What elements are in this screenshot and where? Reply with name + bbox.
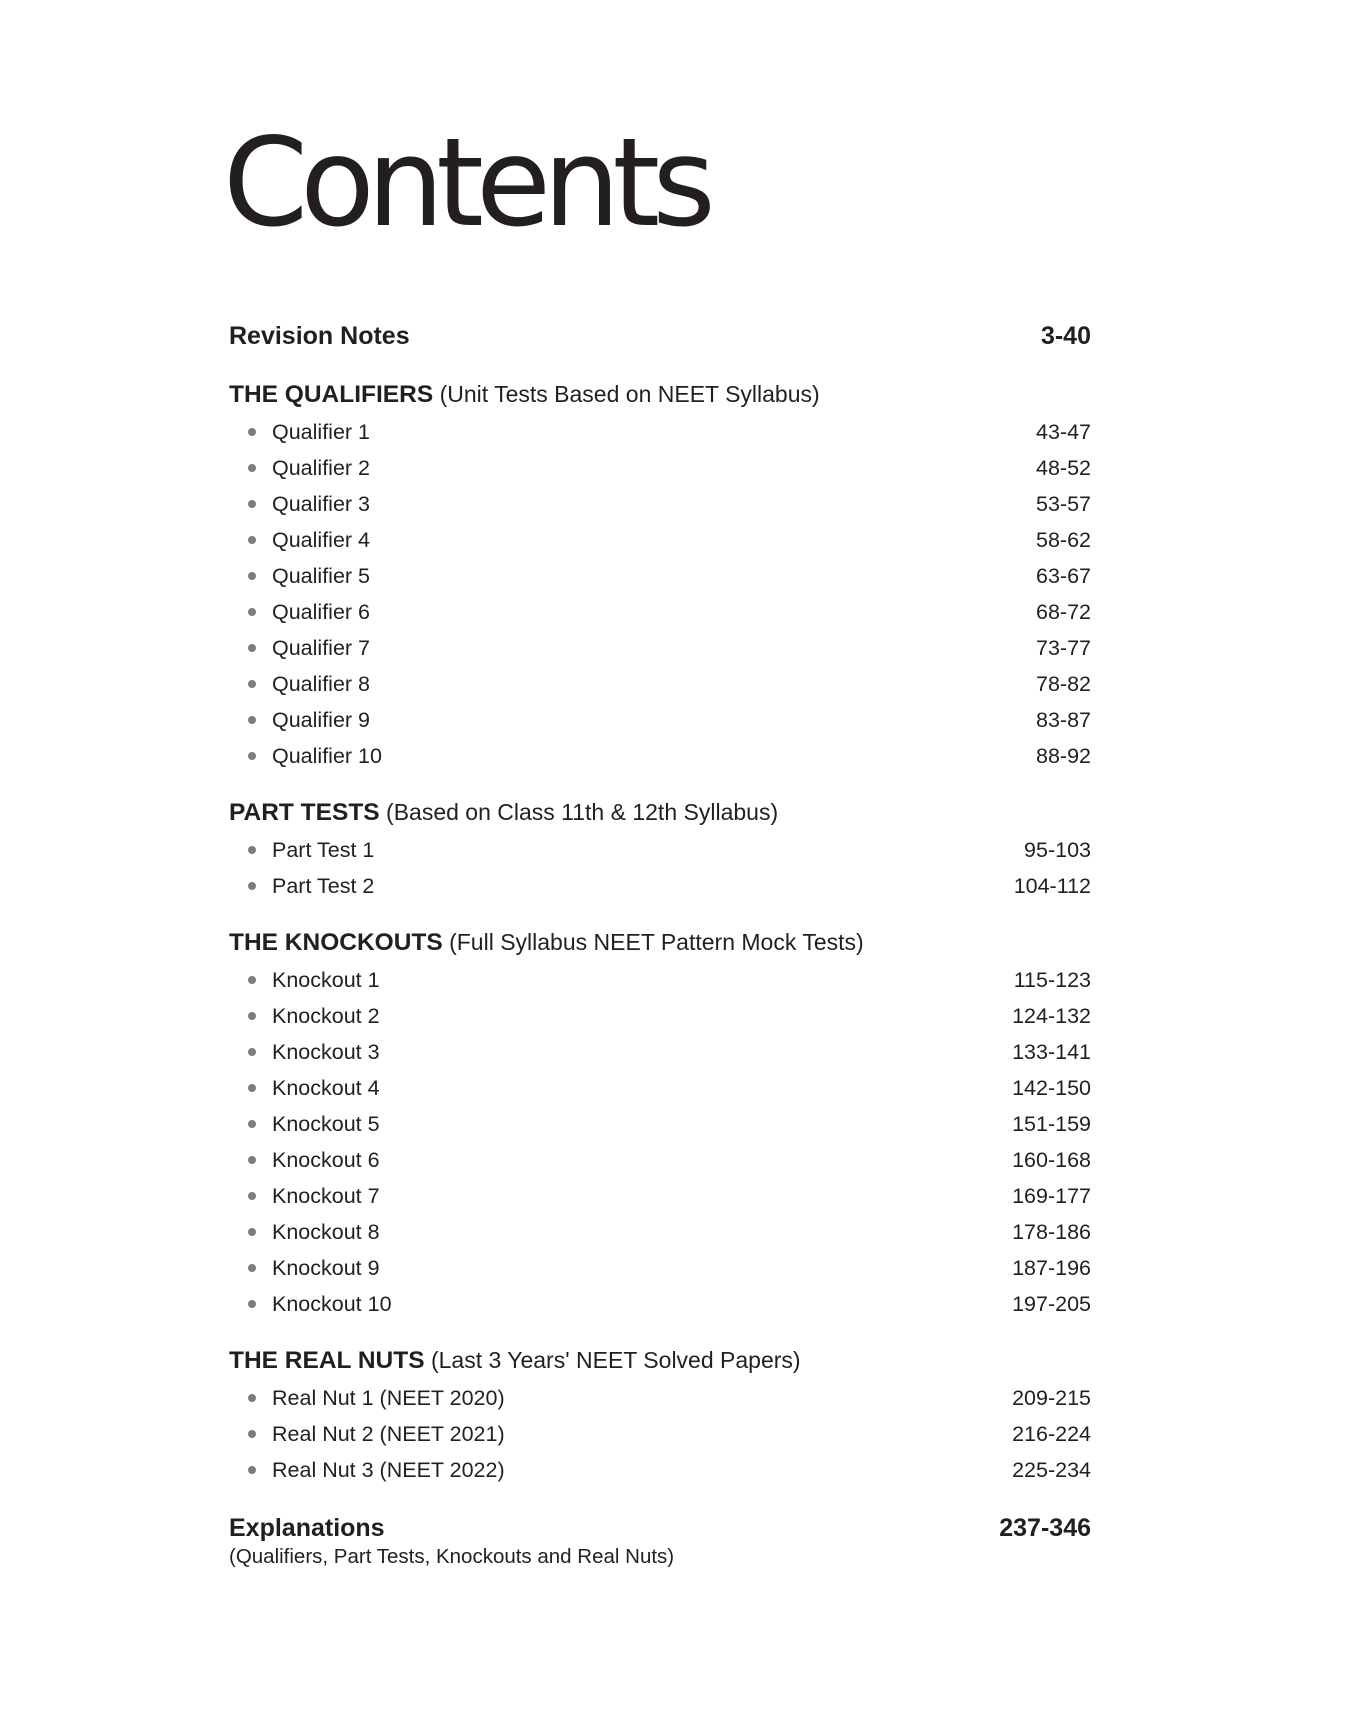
- bullet-icon: [248, 976, 256, 984]
- bullet-icon: [248, 536, 256, 544]
- item-label: Knockout 8: [272, 1219, 380, 1244]
- section-heading: [229, 1340, 1091, 1380]
- item-label: Qualifier 10: [272, 743, 382, 768]
- item-left: [229, 1184, 380, 1209]
- bullet-icon: [248, 846, 256, 854]
- item-pages: 225-234: [1012, 1457, 1091, 1482]
- section-item-list: [229, 414, 1091, 774]
- list-item: [229, 1452, 1091, 1488]
- entry-pages: 3-40: [1040, 322, 1091, 350]
- section-item-list: [229, 832, 1091, 904]
- section-heading: [229, 374, 1091, 414]
- item-label: Knockout 10: [272, 1291, 392, 1316]
- item-label: Qualifier 5: [272, 563, 370, 588]
- bullet-icon: [248, 1264, 256, 1272]
- bullet-icon: [248, 1084, 256, 1092]
- page-title: Contents: [223, 112, 708, 254]
- list-item: [229, 702, 1091, 738]
- item-pages: 178-186: [1012, 1219, 1091, 1244]
- item-pages: 124-132: [1012, 1003, 1091, 1028]
- item-label: Qualifier 4: [272, 527, 370, 552]
- item-label: Qualifier 2: [272, 455, 370, 480]
- item-pages: 73-77: [1036, 635, 1091, 660]
- item-pages: 104-112: [1013, 873, 1091, 898]
- bullet-icon: [248, 428, 256, 436]
- toc-entry-revision-notes: [229, 316, 1091, 356]
- bullet-icon: [248, 608, 256, 616]
- item-left: [229, 1292, 392, 1317]
- list-item: [229, 962, 1091, 998]
- bullet-icon: [248, 500, 256, 508]
- list-item: [229, 594, 1091, 630]
- item-label: Qualifier 3: [272, 491, 370, 516]
- item-label: Knockout 4: [272, 1075, 380, 1100]
- entry-pages: 237-346: [999, 1514, 1091, 1542]
- section-name: THE KNOCKOUTS: [229, 929, 443, 956]
- item-left: [229, 1040, 380, 1065]
- item-label: Qualifier 6: [272, 599, 370, 624]
- entry-label: Revision Notes: [229, 322, 410, 350]
- section-item-list: [229, 962, 1091, 1322]
- section-name: THE QUALIFIERS: [229, 381, 434, 408]
- section-item-list: [229, 1380, 1091, 1488]
- item-left: [229, 838, 374, 863]
- section-note: (Last 3 Years' NEET Solved Papers): [430, 1347, 801, 1373]
- bullet-icon: [248, 1466, 256, 1474]
- item-pages: 48-52: [1036, 455, 1091, 480]
- section-heading: [229, 922, 1091, 962]
- section-note: (Based on Class 11th & 12th Syllabus): [386, 799, 779, 825]
- section-name: PART TESTS: [229, 799, 380, 826]
- entry-label: Explanations: [229, 1514, 385, 1542]
- item-label: Real Nut 2 (NEET 2021): [272, 1421, 505, 1446]
- item-label: Qualifier 7: [272, 635, 370, 660]
- item-left: [229, 1220, 380, 1245]
- list-item: [229, 630, 1091, 666]
- section-note: (Unit Tests Based on NEET Syllabus): [439, 381, 820, 407]
- bullet-icon: [248, 882, 256, 890]
- section-heading: [229, 792, 1091, 832]
- list-item: [229, 1070, 1091, 1106]
- item-label: Qualifier 9: [272, 707, 370, 732]
- bullet-icon: [248, 1048, 256, 1056]
- list-item: [229, 1286, 1091, 1322]
- explanations-row: [229, 1508, 1091, 1548]
- item-left: [229, 1458, 505, 1483]
- item-left: [229, 874, 374, 899]
- item-pages: 133-141: [1012, 1039, 1091, 1064]
- item-left: [229, 744, 382, 769]
- list-item: [229, 1142, 1091, 1178]
- toc-entry-explanations: [229, 1508, 1091, 1570]
- item-left: [229, 636, 370, 661]
- bullet-icon: [248, 680, 256, 688]
- item-label: Qualifier 8: [272, 671, 370, 696]
- bullet-icon: [248, 752, 256, 760]
- list-item: [229, 1250, 1091, 1286]
- item-left: [229, 528, 370, 553]
- list-item: [229, 414, 1091, 450]
- bullet-icon: [248, 1300, 256, 1308]
- item-left: [229, 1422, 505, 1447]
- item-label: Knockout 3: [272, 1039, 380, 1064]
- bullet-icon: [248, 644, 256, 652]
- list-item: [229, 998, 1091, 1034]
- list-item: [229, 1380, 1091, 1416]
- item-pages: 151-159: [1012, 1111, 1091, 1136]
- item-left: [229, 492, 370, 517]
- list-item: [229, 486, 1091, 522]
- item-label: Knockout 6: [272, 1147, 380, 1172]
- bullet-icon: [248, 1394, 256, 1402]
- item-left: [229, 1004, 380, 1029]
- section-name: THE REAL NUTS: [229, 1347, 425, 1374]
- item-pages: 187-196: [1012, 1255, 1091, 1280]
- list-item: [229, 868, 1091, 904]
- list-item: [229, 1106, 1091, 1142]
- bullet-icon: [248, 1156, 256, 1164]
- bullet-icon: [248, 1430, 256, 1438]
- item-left: [229, 600, 370, 625]
- item-pages: 115-123: [1013, 967, 1091, 992]
- explanations-note: (Qualifiers, Part Tests, Knockouts and Real Nuts): [229, 1545, 675, 1568]
- item-pages: 63-67: [1036, 563, 1091, 588]
- item-pages: 88-92: [1036, 743, 1091, 768]
- item-left: [229, 1386, 505, 1411]
- toc-entries: [229, 316, 1091, 1570]
- item-pages: 83-87: [1036, 707, 1091, 732]
- item-left: [229, 420, 370, 445]
- bullet-icon: [248, 1012, 256, 1020]
- item-left: [229, 708, 370, 733]
- list-item: [229, 558, 1091, 594]
- item-pages: 43-47: [1036, 419, 1091, 444]
- list-item: [229, 450, 1091, 486]
- item-pages: 209-215: [1012, 1385, 1091, 1410]
- toc-section: [229, 922, 1091, 1322]
- item-pages: 216-224: [1012, 1421, 1091, 1446]
- item-pages: 53-57: [1036, 491, 1091, 516]
- item-label: Knockout 1: [272, 967, 380, 992]
- bullet-icon: [248, 716, 256, 724]
- item-label: Part Test 1: [272, 837, 375, 862]
- item-pages: 68-72: [1036, 599, 1091, 624]
- item-pages: 78-82: [1036, 671, 1091, 696]
- item-left: [229, 1148, 380, 1173]
- toc-section: [229, 1340, 1091, 1488]
- section-note: (Full Syllabus NEET Pattern Mock Tests): [449, 929, 864, 955]
- list-item: [229, 1034, 1091, 1070]
- bullet-icon: [248, 464, 256, 472]
- list-item: [229, 1214, 1091, 1250]
- toc-sections: [229, 374, 1091, 1488]
- item-label: Knockout 5: [272, 1111, 380, 1136]
- list-item: [229, 1416, 1091, 1452]
- item-label: Real Nut 3 (NEET 2022): [272, 1457, 505, 1482]
- item-left: [229, 1256, 380, 1281]
- bullet-icon: [248, 572, 256, 580]
- item-left: [229, 564, 370, 589]
- bullet-icon: [248, 1120, 256, 1128]
- item-left: [229, 456, 370, 481]
- item-left: [229, 1076, 380, 1101]
- item-left: [229, 672, 370, 697]
- item-pages: 58-62: [1036, 527, 1091, 552]
- item-label: Knockout 9: [272, 1255, 380, 1280]
- item-label: Real Nut 1 (NEET 2020): [272, 1385, 505, 1410]
- item-pages: 160-168: [1012, 1147, 1091, 1172]
- item-left: [229, 968, 380, 993]
- bullet-icon: [248, 1192, 256, 1200]
- item-label: Qualifier 1: [272, 419, 370, 444]
- list-item: [229, 738, 1091, 774]
- bullet-icon: [248, 1228, 256, 1236]
- list-item: [229, 1178, 1091, 1214]
- list-item: [229, 666, 1091, 702]
- item-pages: 142-150: [1012, 1075, 1091, 1100]
- item-pages: 95-103: [1024, 837, 1091, 862]
- item-left: [229, 1112, 380, 1137]
- item-label: Part Test 2: [272, 873, 375, 898]
- list-item: [229, 522, 1091, 558]
- list-item: [229, 832, 1091, 868]
- toc-section: [229, 374, 1091, 774]
- item-label: Knockout 7: [272, 1183, 380, 1208]
- item-pages: 169-177: [1012, 1183, 1091, 1208]
- item-label: Knockout 2: [272, 1003, 380, 1028]
- item-pages: 197-205: [1012, 1291, 1091, 1316]
- toc-section: [229, 792, 1091, 904]
